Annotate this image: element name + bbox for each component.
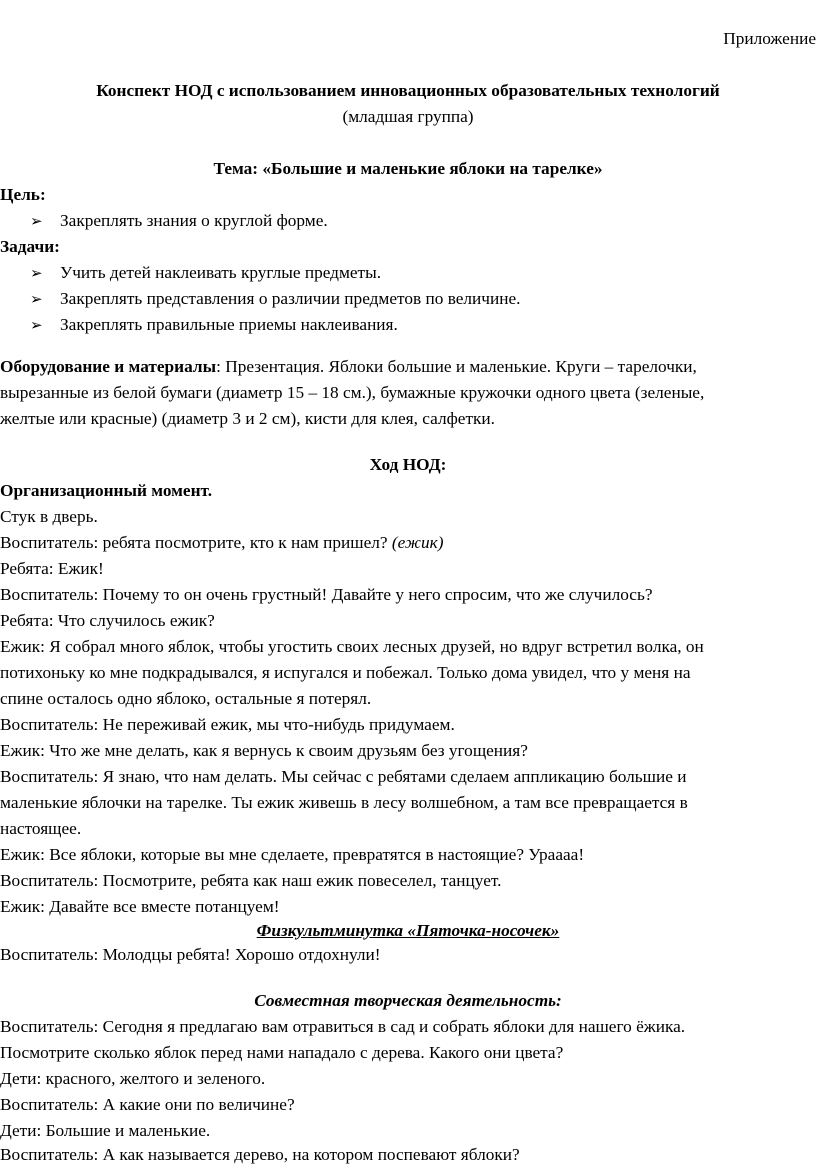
dialogue-line: Посмотрите сколько яблок перед нами нападало с дерева. Какого они цвета?: [0, 1043, 564, 1062]
equipment-text: : Презентация. Яблоки большие и маленькие. Круги – тарелочки,: [216, 357, 697, 376]
dialogue-line: Воспитатель: Я знаю, что нам делать. Мы сейчас с ребятами сделаем аппликацию большие и: [0, 767, 687, 786]
dialogue-line: маленькие яблочки на тарелке. Ты ежик живешь в лесу волшебном, а там все превращается в: [0, 793, 688, 812]
dialogue-line: потихоньку ко мне подкрадывался, я испугался и побежал. Только дома увидел, что у меня на: [0, 663, 691, 682]
dialogue-line: спине осталось одно яблоко, остальные я потерял.: [0, 689, 372, 708]
task-item: Закреплять правильные приемы наклеивания.: [60, 315, 398, 334]
dialogue-line: Воспитатель: Сегодня я предлагаю вам отравиться в сад и собрать яблоки для нашего ёжика.: [0, 1017, 686, 1036]
creative-heading: Совместная творческая деятельность:: [254, 991, 562, 1010]
course-heading: Ход НОД:: [369, 455, 447, 474]
dialogue-line: Дети: Большие и маленькие.: [0, 1121, 211, 1140]
equipment-line: желтые или красные) (диаметр 3 и 2 см), кисти для клея, салфетки.: [0, 409, 495, 428]
stage-direction: (ежик): [391, 533, 444, 552]
dialogue-line: [0, 530, 443, 556]
dialogue-line: Воспитатель: Почему то он очень грустный! Давайте у него спросим, что же случилось?: [0, 585, 653, 604]
appendix-label: Приложение: [723, 29, 816, 48]
goal-item: Закреплять знания о круглой форме.: [60, 211, 328, 230]
dialogue-line: Ребята: Что случилось ежик?: [0, 611, 215, 630]
dialogue-line: Воспитатель: Не переживай ежик, мы что-нибудь придумаем.: [0, 715, 455, 734]
arrow-bullet-icon: ➢: [30, 264, 43, 282]
physical-heading: Физкультминутка «Пяточка-носочек»: [256, 921, 560, 940]
goal-heading: Цель:: [0, 185, 46, 204]
dialogue-line: Воспитатель: А как называется дерево, на котором поспевают яблоки?: [0, 1145, 520, 1164]
org-heading: Организационный момент.: [0, 481, 213, 500]
dialogue-line: настоящее.: [0, 819, 82, 838]
document-title: Конспект НОД с использованием инновационных образовательных технологий: [96, 81, 720, 100]
arrow-bullet-icon: ➢: [30, 316, 43, 334]
dialogue-line: Дети: красного, желтого и зеленого.: [0, 1069, 266, 1088]
dialogue-text: Воспитатель: ребята посмотрите, кто к нам пришел?: [0, 533, 392, 552]
dialogue-line: Ежик: Давайте все вместе потанцуем!: [0, 897, 280, 916]
dialogue-line: Ребята: Ежик!: [0, 559, 104, 578]
arrow-bullet-icon: ➢: [30, 290, 43, 308]
equipment-label: Оборудование и материалы: [0, 357, 217, 376]
dialogue-line: Ежик: Все яблоки, которые вы мне сделаете, превратятся в настоящие? Ураааа!: [0, 845, 585, 864]
tasks-heading: Задачи:: [0, 237, 60, 256]
document-subtitle: (младшая группа): [342, 107, 474, 126]
equipment-line: [0, 354, 697, 380]
dialogue-line: Воспитатель: А какие они по величине?: [0, 1095, 295, 1114]
task-item: Учить детей наклеивать круглые предметы.: [60, 263, 382, 282]
dialogue-line: Воспитатель: Молодцы ребята! Хорошо отдохнули!: [0, 945, 381, 964]
dialogue-line: Воспитатель: Посмотрите, ребята как наш ежик повеселел, танцует.: [0, 871, 502, 890]
equipment-line: вырезанные из белой бумаги (диаметр 15 – 18 см.), бумажные кружочки одного цвета (зеленые,: [0, 383, 705, 402]
theme-heading: Тема: «Большие и маленькие яблоки на тарелке»: [213, 159, 603, 178]
arrow-bullet-icon: ➢: [30, 212, 43, 230]
dialogue-line: Ежик: Что же мне делать, как я вернусь к своим друзьям без угощения?: [0, 741, 528, 760]
dialogue-line: Стук в дверь.: [0, 507, 98, 526]
task-item: Закреплять представления о различии предметов по величине.: [60, 289, 521, 308]
dialogue-line: Ежик: Я собрал много яблок, чтобы угостить своих лесных друзей, но вдруг встретил волка, он: [0, 637, 704, 656]
